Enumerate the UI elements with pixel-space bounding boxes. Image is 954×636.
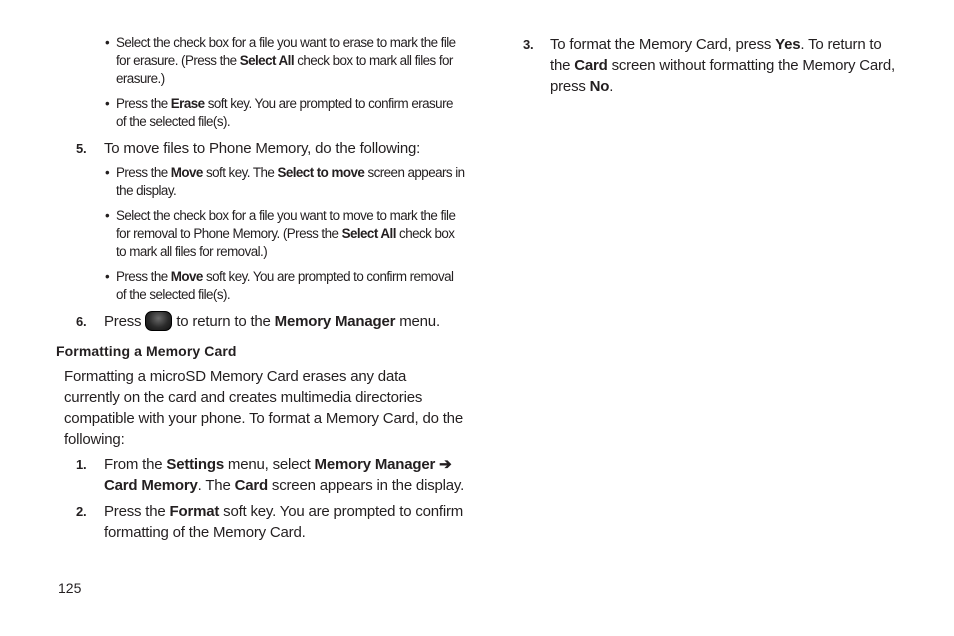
left-column: [56, 34, 466, 548]
step-3: 3. To format the Memory Card, press Yes. To return to the Card screen without formatting the Memory Card, press No.: [523, 36, 895, 95]
step-6: 6. Press to return to the Memory Manager menu.: [76, 313, 440, 330]
bullet-item: • Select the check box for a file you want to erase to mark the file for erasure. (Press the Select All check box to mark all files for erasure.): [105, 35, 456, 86]
bullet-item: • Select the check box for a file you want to move to mark the file for removal to Phone Memory. (Press the Select All check box to mark all files for removal.): [105, 208, 456, 259]
step-5: 5. To move files to Phone Memory, do the following:: [76, 140, 421, 157]
bullet-item: • Press the Move soft key. The Select to move screen appears in the display.: [105, 165, 465, 198]
step-2: 2. Press the Format soft key. You are prompted to confirm formatting of the Memory Card.: [76, 503, 464, 541]
right-column: [520, 34, 900, 102]
step-1: 1. From the Settings menu, select Memory Manager ➔ Card Memory. The Card screen appears in the display.: [76, 456, 465, 494]
end-key-icon: [145, 311, 172, 331]
section-heading: Formatting a Memory Card: [56, 343, 237, 359]
bullet-item: • Press the Move soft key. You are prompted to confirm removal of the selected file(s).: [105, 269, 454, 302]
bullet-item: • Press the Erase soft key. You are prompted to confirm erasure of the selected file(s).: [105, 96, 453, 129]
intro-paragraph: Formatting a microSD Memory Card erases any data currently on the card and creates multimedia directories compatible with your phone. To format a Memory Card, do the following:: [64, 368, 463, 448]
page-number: 125: [58, 580, 82, 596]
